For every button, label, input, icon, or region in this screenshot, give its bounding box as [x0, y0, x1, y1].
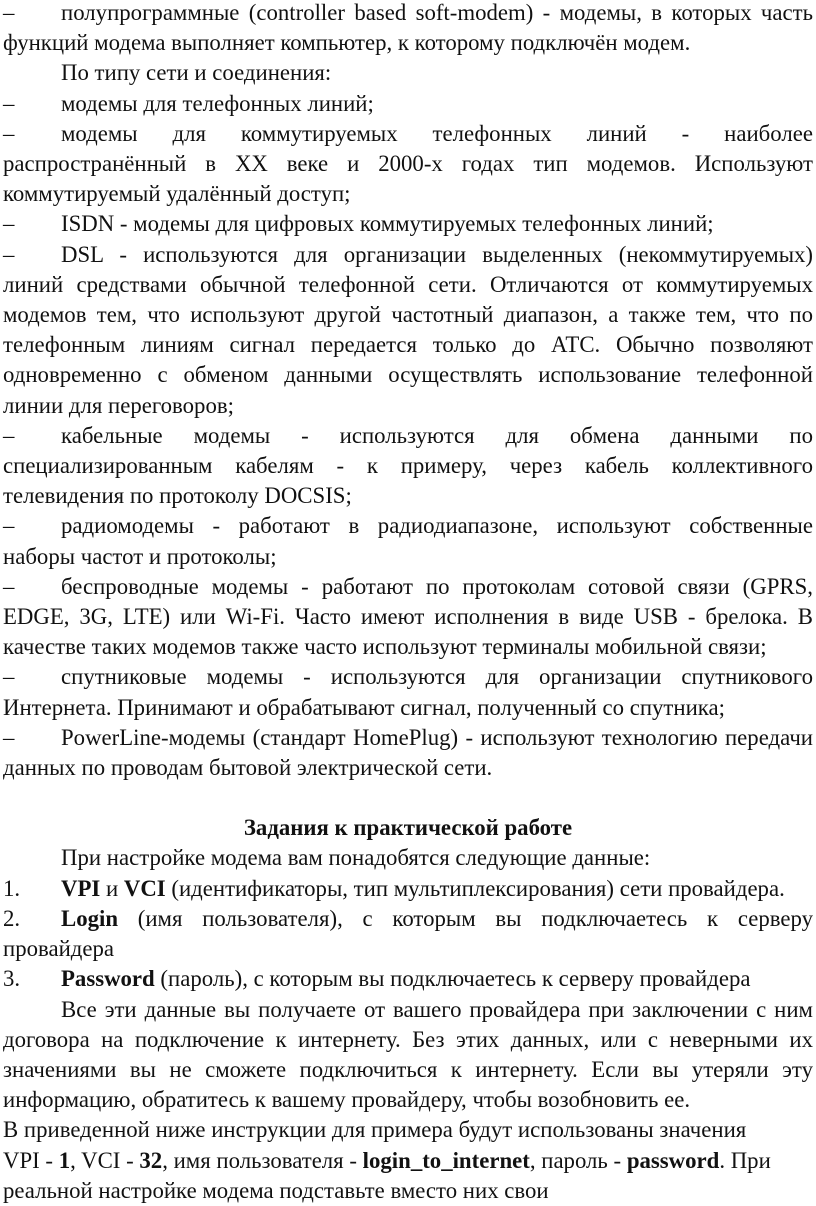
dash-marker: –	[3, 90, 15, 116]
list-item-text: кабельные модемы - используются для обмена данными по специализированным кабелям - к примеру, через кабель коллективного телевидения по протоколу DOCSIS;	[3, 422, 813, 509]
dash-marker: –	[3, 724, 15, 750]
list-item	[3, 209, 813, 239]
list-item-text: ISDN - модемы для цифровых коммутируемых телефонных линий;	[61, 211, 714, 237]
list-item-text: DSL - используются для организации выделенных (некоммутируемых) линий средствами обычной телефонной сети. Отличаются от коммутируемых модемов тем, что используют другой частотный диапазон, а также тем, что по телефонным линиям сигнал передается только до АТС. Обычно позволяют одновременно с обменом данными осуществлять использование телефонной линии для переговоров;	[3, 241, 813, 418]
password-label: , пароль -	[529, 1147, 627, 1173]
numbered-item-password	[3, 964, 813, 994]
vpi-label: VPI -	[3, 1147, 59, 1173]
list-item	[3, 662, 813, 722]
list-item-text: PowerLine-модемы (стандарт HomePlug) - используют технологию передачи данных по проводам бытовой электрической сети.	[3, 724, 813, 781]
list-item-softmodem	[3, 0, 813, 58]
item-number: 2.	[3, 905, 21, 931]
item-text: (имя пользователя), с которым вы подключаетесь к серверу провайдера	[3, 905, 813, 962]
list-item	[3, 511, 813, 571]
dash-marker: –	[3, 211, 15, 237]
provider-note: Все эти данные вы получаете от вашего провайдера при заключении с ним договора на подключение к интернету. Без этих данных, или с неверными их значениями вы не сможете подключиться к интернету. Если вы утеряли эту информацию, обратитесь к вашему провайдеру, чтобы возобновить ее.	[3, 996, 813, 1113]
item-number: 1.	[3, 875, 21, 901]
section-heading: Задания к практической работе	[243, 815, 573, 841]
list-item-text: модемы для коммутируемых телефонных линий - наиболее распространённый в XX веке и 2000-х годах тип модемов. Используют коммутируемый удалённый доступ;	[3, 120, 813, 207]
network-section-intro: По типу сети и соединения:	[61, 60, 332, 86]
term-password: Password	[61, 966, 155, 992]
dash-marker: –	[3, 513, 15, 539]
item-text: (пароль), с которым вы подключаетесь к серверу провайдера	[154, 966, 751, 992]
list-item	[3, 240, 813, 421]
term-login: Login	[61, 905, 119, 931]
example-values	[3, 1146, 813, 1206]
term-vci: VCI	[123, 875, 166, 901]
login-value: login_to_internet	[362, 1147, 530, 1173]
list-item-text: полупрограммные (controller based soft-modem) - модемы, в которых часть функций модема выполняет компьютер, к которому подключён модем.	[3, 0, 813, 56]
list-item	[3, 89, 813, 119]
tasks-intro: При настройке модема вам понадобятся следующие данные:	[61, 845, 651, 871]
numbered-item-login	[3, 904, 813, 964]
conjunction: и	[100, 875, 124, 901]
list-item	[3, 572, 813, 663]
login-label: , имя пользователя -	[162, 1147, 363, 1173]
term-vpi: VPI	[61, 875, 101, 901]
document-page	[3, 0, 813, 1206]
dash-marker: –	[3, 664, 15, 690]
list-item-text: радиомодемы - работают в радиодиапазоне, используют собственные наборы частот и протоколы;	[3, 513, 813, 569]
dash-marker: –	[3, 0, 15, 25]
list-item	[3, 119, 813, 210]
dash-marker: –	[3, 241, 15, 267]
vpi-value: 1	[58, 1147, 71, 1173]
numbered-item-vpi-vci	[3, 874, 813, 904]
vci-value: 32	[139, 1147, 163, 1173]
item-number: 3.	[3, 966, 21, 992]
item-text: (идентификаторы, тип мультиплексирования) сети провайдера.	[165, 875, 785, 901]
section-gap	[3, 783, 813, 813]
list-item	[3, 421, 813, 512]
dash-marker: –	[3, 422, 15, 448]
list-item-text: спутниковые модемы - используются для организации спутникового Интернета. Принимают и обрабатывают сигнал, полученный со спутника;	[3, 664, 813, 720]
list-item	[3, 723, 813, 783]
dash-marker: –	[3, 120, 15, 146]
list-item-text: беспроводные модемы - работают по протоколам сотовой связи (GPRS, EDGE, 3G, LTE) или Wi-Fi. Часто имеют исполнения в виде USB - брелока. В качестве таких модемов также часто используют терминалы мобильной связи;	[3, 573, 813, 660]
password-value: password	[626, 1147, 720, 1173]
example-intro: В приведенной ниже инструкции для примера будут использованы значения	[3, 1117, 747, 1143]
dash-marker: –	[3, 573, 15, 599]
vci-label: , VCI -	[70, 1147, 140, 1173]
list-item-text: модемы для телефонных линий;	[61, 90, 374, 116]
example-tail: . При реальной настройке модема подставьте вместо них свои	[3, 1147, 771, 1203]
